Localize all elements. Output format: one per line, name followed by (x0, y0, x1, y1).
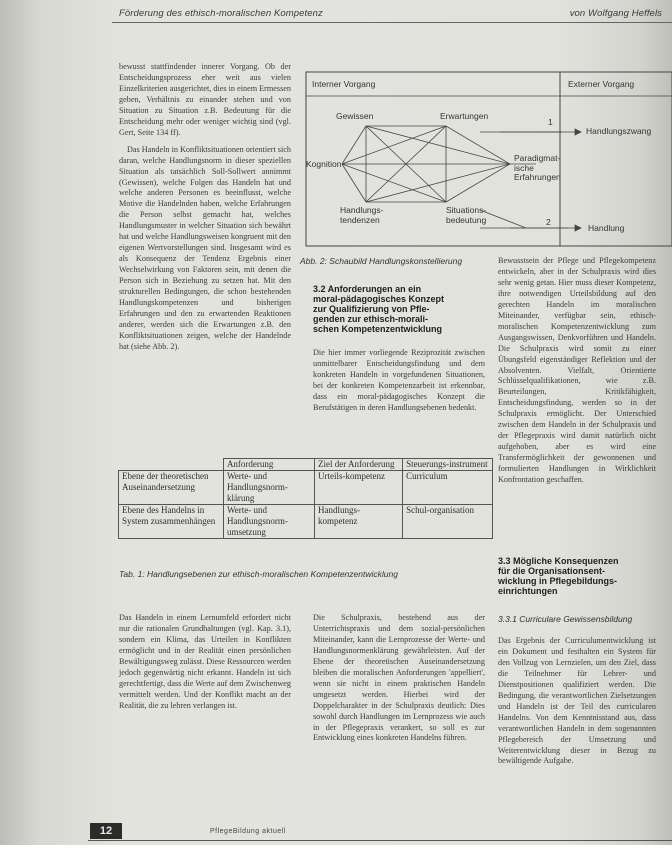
table-cell: Schul-organisation (403, 505, 493, 539)
table-cell: Curriculum (403, 471, 493, 505)
bottom-middle-paragraph: Die Schulpraxis, bestehend aus der Unterrichtspraxis und dem sozial-persönlichen Miteinander, kann die Lernprozesse der Werte- und Handlungsnormenklärung gewährleisten. Auf der Ebene der theoretischen Auseinandersetzung bleiben die moralischen Anforderungen 'appelliert', wenn sie nicht in einem praktischen Handeln umgesetzt werden. Hierbei wird der Doppelcharakter in der Schulpraxis deutlich: Dies sowohl durch Handlungen im Lernprozess wie auch in der Pflegepraxis verankert, so soll es zur Entwicklung eines konkreten Handelns führen. (313, 613, 485, 743)
node-handlung: Handlung (588, 223, 625, 233)
section-3-3-1-heading: 3.3.1 Curriculare Gewissensbildung (498, 614, 633, 624)
table-row (119, 471, 493, 505)
node-paradigmatische-erfahrungen (514, 154, 561, 183)
section-3-2-heading-line-1: 3.2 Anforderungen an ein (313, 284, 422, 294)
node-situation-line-1: Situations- (446, 205, 487, 215)
right-paragraph-1: Bewusstsein der Pflege und Pflegekompetenz entwickeln, aber in der Schulpraxis wird dies sehr wenig getan. Hier muss dieser Kompetenz, ihre notwendigen Urteilsbildung auf den gerechten Handeln im moralischen Miteinander, verfügbar sein, ethisch-moralischen Kompetenzentwicklung zum Ausgangswissen, Denkvorführen und Handeln. Die Schulpraxis wird somit zu einer Übungsfeld eigenständiger Reflektion und der Absolventen. Vielfalt, Orientierte Schlüsselqualifikationen, wie z.B. Beurteilungen, Kritikfähigkeit, Entscheidungsfindung, werden so in der Schulpraxis ermöglicht. Der Unterschied zwischen dem Handeln in der Schulpraxis und der Pflegepraxis wird damit natürlich nicht aufgehoben, aber es wird eine Transfermöglichkeit der gewonnenen und formulierten Handlungen in Wirklichkeit Konfrontation geschaffen. (498, 256, 656, 485)
bottom-left-column (119, 613, 291, 713)
diagram-number-2: 2 (546, 217, 551, 227)
node-handlungszwang: Handlungszwang (586, 126, 652, 136)
node-paradigm-line-3: Erfahrungen (514, 172, 561, 182)
section-3-3-heading-line-1: 3.3 Mögliche Konsequenzen (498, 556, 619, 566)
bottom-right-column (498, 636, 656, 812)
running-header-left: Förderung des ethisch-moralischen Kompetenz (119, 8, 323, 19)
section-3-2-heading (313, 284, 489, 334)
node-erwartungen: Erwartungen (440, 111, 489, 121)
running-header-right: von Wolfgang Heffels (569, 8, 662, 19)
node-handlungs-line-1: Handlungs- (340, 205, 384, 215)
diagram-header-external: Externer Vorgang (568, 79, 635, 89)
node-gewissen: Gewissen (336, 111, 374, 121)
table-header-row (119, 459, 493, 471)
section-3-3-paragraph: Das Ergebnis der Curriculumentwicklung ist ein Dokument und festhalten ein System für den Vollzug von Lernzielen, um den Ziel, dass die Teilnehmer für Lehrer- und Dienstpositionen qualifiziert werden. Die Bedingung, die verantwortlichen Zielsetzungen und Handeln ist der Teil des curricularen Handelns. Von dem Kenntnisstand aus, dass verantwortlichen Handeln in dem sogenannten Pflegebereich der Umsetzung und Weiterentwicklung dieser in Bezug zu bewältigende Aufgabe. (498, 636, 656, 766)
header-rule (112, 22, 672, 23)
table-cell: Werte- und Handlungsnorm-klärung (223, 471, 314, 505)
left-paragraph-1: bewusst stattfindender innerer Vorgang. Ob der Entscheidungsprozess eher weit aus vielen Einzelkriterien ausgerichtet, dies in einem Ermessen geben, Verhältnis zu einander stehen und von Situation zu Situation z.B. Bedeutung für die Entscheidung mehr oder weniger wichtig sind (vgl. Gert, Seite 134 ff). (119, 62, 291, 137)
table-row (119, 505, 493, 539)
section-3-2-paragraph: Die hier immer vorliegende Reziprozität zwischen unmittelbarer Entscheidungsfindung und dem konkreten Handeln in vorgefundenen Situationen, bei der konkreten Kompetenzarbeit ist erkennbar, dass ein moral-pädagogisches Konzept die Berufstätigen in deren Handlungsebenen bedenkt. (313, 348, 485, 412)
table-cell: Handlungs-kompetenz (315, 505, 403, 539)
table-cell: Urteils-kompetenz (315, 471, 403, 505)
table-cell: Ebene der theoretischen Auseinandersetzung (119, 471, 224, 505)
table-header-cell: Ziel der Anforderung (315, 459, 403, 471)
section-3-2-text (313, 348, 485, 436)
diagram-header-internal: Interner Vorgang (312, 79, 376, 89)
section-3-2-heading-line-2: moral-pädagogisches Konzept (313, 294, 445, 304)
node-handlungs-line-2: tendenzen (340, 214, 380, 225)
section-3-3-heading (498, 556, 658, 596)
page-number: 12 (90, 823, 122, 839)
handlungsebenen-table (118, 458, 493, 539)
journal-name: PflegeBildung aktuell (210, 828, 286, 835)
section-3-3-heading-line-3: wicklung in Pflegebildungs- (498, 576, 618, 586)
section-3-2-heading-line-5: schen Kompetenzentwicklung (313, 324, 443, 334)
table-header-cell (119, 459, 224, 471)
right-column (498, 256, 656, 485)
section-3-3-heading-line-4: einrichtungen (498, 586, 558, 596)
diagram-number-1: 1 (548, 117, 553, 127)
table-cell: Ebene des Handelns in System zusammenhängen (119, 505, 224, 539)
bottom-left-paragraph: Das Handeln in einem Lernumfeld erfordert nicht nur die rationalen Grundhaltungen (vgl. Kap. 3.1), sondern ein Klima, das Urteilen in Konflikten ermöglicht und in der Realität einen persönlichen Bewältigungsweg zulässt. Diese Ressourcen werden jedoch gegenwärtig nicht erkannt. Handeln ist sich gerechtfertigt, dass die Werte auf dem Zwischenweg vermittelt werden. Und der Konflikt macht an der Realität, die zu lehren verlangen ist. (119, 613, 291, 710)
left-paragraph-2: Das Handeln in Konfliktsituationen orientiert sich daran, welche Handlungsnorm in dieser speziellen Situation als tatsächlich Soll-Sollwert annimmt (Gewissen), welche Folgen das Handeln hat und welche anderen Personen es beeinflusst, welche Motive die Handelnden haben, welche Erfahrungen die Person selbst gemacht hat, welches Handlungsmuster in welcher Situation sich bewährt hat und welche Handlungsweisen kongruent mit den eigenen Wertvorstellungen sind. Insgesamt wird es als Konsequenz der Tendenz Ergebnis einer Wechselwirkung von Faktoren sein, mit denen die Person sich in Beziehung zu setzen hat. Mit den strukturellen Bedingungen, die schon bestehenden Handlungskompetenzen und bisherigen Erfahrungen und den zu erwartenden Reaktionen anderer, werden sich die Erwartungen z.B. den Konfliktsituationen zeigen, welche der Handelnde hat (siehe Abb. 2). (119, 144, 291, 351)
section-3-2-heading-line-4: genden zur ethisch-morali- (313, 314, 429, 324)
left-column (119, 62, 291, 442)
table-header-cell: Steuerungs-instrument (403, 459, 493, 471)
footer-rule (88, 840, 672, 841)
node-paradigm-line-2: ische (514, 162, 534, 173)
node-situationsbedeutung (446, 206, 486, 225)
handlungskonstellierung-diagram (300, 70, 672, 248)
figure-caption: Abb. 2: Schaubild Handlungskonstellierung (300, 256, 463, 266)
node-kognition: Kognition (306, 159, 342, 169)
node-handlungstendenzen (340, 206, 383, 225)
bottom-middle-column (313, 613, 485, 811)
section-3-2-heading-line-3: zur Qualifizierung von Pfle- (313, 304, 430, 314)
node-paradigm-line-1: Paradigmat- (514, 153, 561, 163)
table-cell: Werte- und Handlungsnorm-umsetzung (223, 505, 314, 539)
section-3-3-heading-line-2: für die Organisationsent- (498, 566, 606, 576)
table-header-cell: Anforderung (223, 459, 314, 471)
table-caption: Tab. 1: Handlungsebenen zur ethisch-moralischen Kompetenzentwicklung (119, 569, 398, 579)
node-situation-line-2: bedeutung (446, 214, 487, 225)
